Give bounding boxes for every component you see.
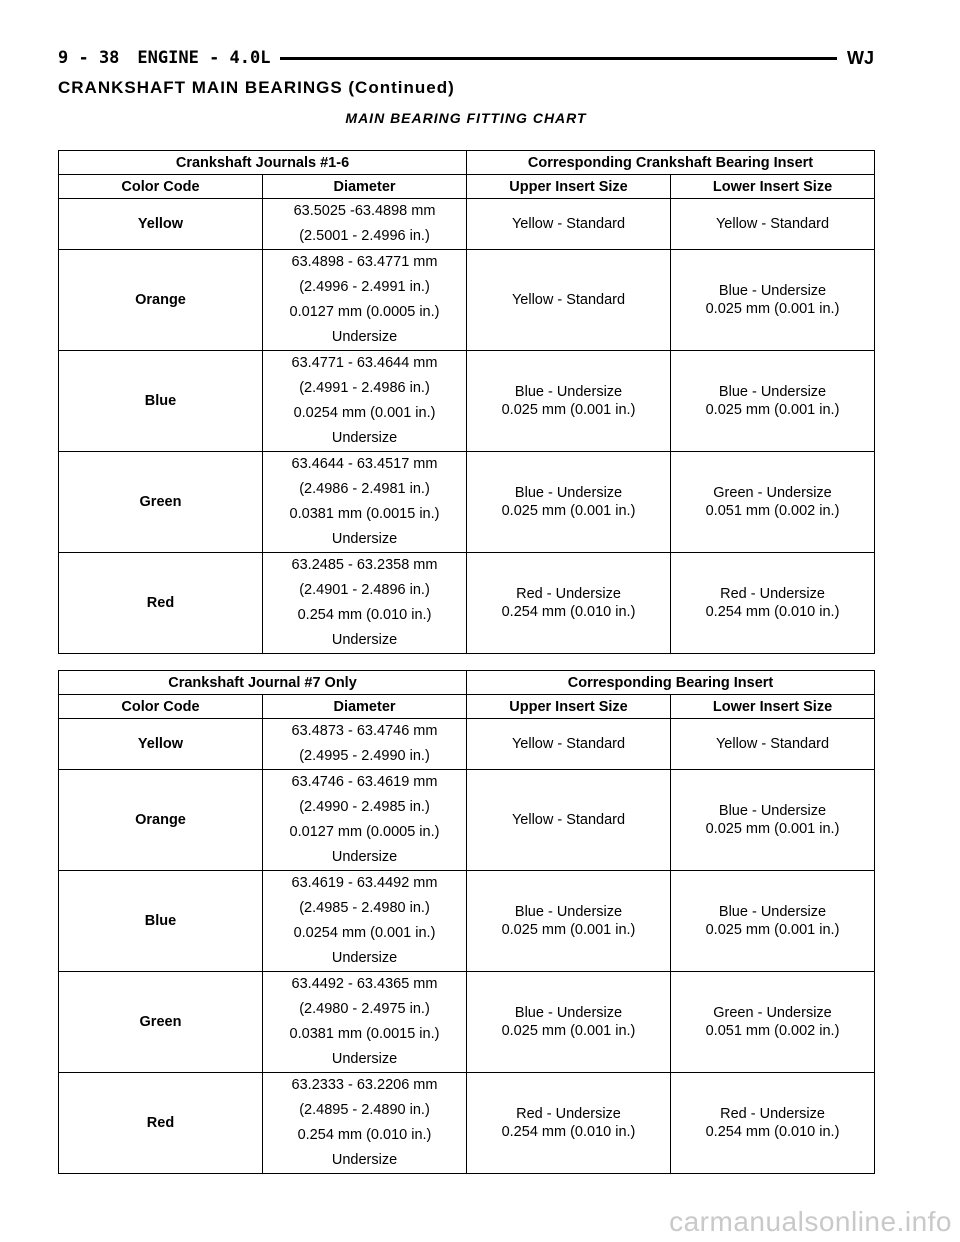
cell-line: 63.4898 - 63.4771 mm: [291, 254, 438, 270]
lower-insert-cell: [671, 719, 875, 770]
upper-insert-cell: [467, 250, 671, 351]
upper-insert-cell: [467, 553, 671, 654]
column-header-color-code: Color Code: [59, 695, 263, 719]
cell-line: Green - Undersize: [713, 1005, 832, 1021]
color-code-cell: Orange: [59, 250, 263, 351]
cell-line: 0.0127 mm (0.0005 in.): [289, 304, 440, 320]
header-rule: [280, 57, 837, 60]
cell-line: (2.4901 - 2.4896 in.): [299, 582, 430, 598]
cell-line: 0.254 mm (0.010 in.): [501, 604, 636, 620]
table-row: [59, 1073, 875, 1174]
cell-line: 0.254 mm (0.010 in.): [705, 1124, 840, 1140]
cell-line: 0.025 mm (0.001 in.): [501, 503, 636, 519]
table-row: [59, 770, 875, 871]
diameter-cell: [263, 871, 467, 972]
lower-insert-cell: [671, 972, 875, 1073]
table-row: [59, 871, 875, 972]
color-code-cell: Green: [59, 452, 263, 553]
cell-line: (2.4895 - 2.4890 in.): [299, 1102, 430, 1118]
cell-line: Blue - Undersize: [718, 283, 827, 299]
color-code-cell: Blue: [59, 871, 263, 972]
table-row: [59, 553, 875, 654]
cell-line: Undersize: [331, 1051, 398, 1067]
diameter-cell: [263, 553, 467, 654]
cell-line: 0.0381 mm (0.0015 in.): [289, 1026, 440, 1042]
lower-insert-cell: [671, 871, 875, 972]
upper-insert-cell: [467, 719, 671, 770]
cell-line: 0.025 mm (0.001 in.): [705, 922, 840, 938]
cell-line: Blue - Undersize: [718, 803, 827, 819]
cell-line: (2.4996 - 2.4991 in.): [299, 279, 430, 295]
cell-line: 0.051 mm (0.002 in.): [705, 503, 840, 519]
column-header-color-code: Color Code: [59, 175, 263, 199]
cell-line: 0.254 mm (0.010 in.): [705, 604, 840, 620]
cell-line: Blue - Undersize: [514, 485, 623, 501]
upper-insert-cell: [467, 351, 671, 452]
color-code-cell: Yellow: [59, 719, 263, 770]
column-header-lower-insert: Lower Insert Size: [671, 175, 875, 199]
cell-line: 0.254 mm (0.010 in.): [297, 1127, 432, 1143]
cell-line: Blue - Undersize: [514, 384, 623, 400]
color-code-cell: Yellow: [59, 199, 263, 250]
color-code-cell: Red: [59, 1073, 263, 1174]
cell-line: 63.4873 - 63.4746 mm: [291, 723, 438, 739]
diameter-cell: [263, 199, 467, 250]
cell-line: Yellow - Standard: [715, 216, 830, 232]
cell-line: (2.5001 - 2.4996 in.): [299, 228, 430, 244]
lower-insert-cell: [671, 452, 875, 553]
color-code-cell: Green: [59, 972, 263, 1073]
cell-line: 63.2333 - 63.2206 mm: [291, 1077, 438, 1093]
cell-line: 0.0254 mm (0.001 in.): [293, 925, 436, 941]
lower-insert-cell: [671, 351, 875, 452]
cell-line: Undersize: [331, 632, 398, 648]
column-header-upper-insert: Upper Insert Size: [467, 175, 671, 199]
group-header-journals: Crankshaft Journal #7 Only: [59, 671, 467, 695]
cell-line: 63.4492 - 63.4365 mm: [291, 976, 438, 992]
lower-insert-cell: [671, 199, 875, 250]
cell-line: 63.5025 -63.4898 mm: [293, 203, 436, 219]
upper-insert-cell: [467, 972, 671, 1073]
watermark: carmanualsonline.info: [669, 1206, 952, 1237]
cell-line: (2.4995 - 2.4990 in.): [299, 748, 430, 764]
cell-line: Undersize: [331, 531, 398, 547]
diameter-cell: [263, 1073, 467, 1174]
cell-line: Red - Undersize: [516, 1106, 621, 1122]
cell-line: Yellow - Standard: [511, 216, 626, 232]
table-row: [59, 351, 875, 452]
section-title: ENGINE - 4.0L: [137, 48, 271, 68]
cell-line: Blue - Undersize: [718, 904, 827, 920]
diameter-cell: [263, 719, 467, 770]
cell-line: Blue - Undersize: [514, 1005, 623, 1021]
column-header-upper-insert: Upper Insert Size: [467, 695, 671, 719]
cell-line: Red - Undersize: [516, 586, 621, 602]
bearing-table-journal-7: [58, 670, 875, 1174]
diameter-cell: [263, 351, 467, 452]
upper-insert-cell: [467, 871, 671, 972]
cell-line: 0.025 mm (0.001 in.): [705, 402, 840, 418]
column-header-diameter: Diameter: [263, 175, 467, 199]
cell-line: Red - Undersize: [720, 586, 825, 602]
cell-line: Blue - Undersize: [514, 904, 623, 920]
bearing-table-journals-1-6: [58, 150, 875, 654]
group-header-inserts: Corresponding Crankshaft Bearing Insert: [467, 151, 875, 175]
cell-line: Undersize: [331, 1152, 398, 1168]
cell-line: 0.254 mm (0.010 in.): [297, 607, 432, 623]
cell-line: Yellow - Standard: [511, 812, 626, 828]
color-code-cell: Red: [59, 553, 263, 654]
cell-line: Undersize: [331, 849, 398, 865]
upper-insert-cell: [467, 770, 671, 871]
cell-line: Undersize: [331, 430, 398, 446]
color-code-cell: Orange: [59, 770, 263, 871]
group-header-inserts: Corresponding Bearing Insert: [467, 671, 875, 695]
section-heading: CRANKSHAFT MAIN BEARINGS (Continued): [58, 78, 455, 97]
cell-line: Undersize: [331, 329, 398, 345]
diameter-cell: [263, 250, 467, 351]
cell-line: 0.0127 mm (0.0005 in.): [289, 824, 440, 840]
cell-line: Yellow - Standard: [511, 292, 626, 308]
cell-line: 0.025 mm (0.001 in.): [705, 821, 840, 837]
cell-line: (2.4990 - 2.4985 in.): [299, 799, 430, 815]
cell-line: Red - Undersize: [720, 1106, 825, 1122]
cell-line: Undersize: [331, 950, 398, 966]
upper-insert-cell: [467, 199, 671, 250]
cell-line: (2.4980 - 2.4975 in.): [299, 1001, 430, 1017]
chart-title: MAIN BEARING FITTING CHART: [345, 110, 587, 126]
lower-insert-cell: [671, 553, 875, 654]
table-row: [59, 452, 875, 553]
table-row: [59, 250, 875, 351]
cell-line: 0.025 mm (0.001 in.): [501, 1023, 636, 1039]
lower-insert-cell: [671, 1073, 875, 1174]
cell-line: 63.4746 - 63.4619 mm: [291, 774, 438, 790]
diameter-cell: [263, 452, 467, 553]
cell-line: (2.4986 - 2.4981 in.): [299, 481, 430, 497]
page-number: 9 - 38: [58, 48, 120, 68]
cell-line: 0.0254 mm (0.001 in.): [293, 405, 436, 421]
cell-line: (2.4985 - 2.4980 in.): [299, 900, 430, 916]
lower-insert-cell: [671, 770, 875, 871]
cell-line: 0.254 mm (0.010 in.): [501, 1124, 636, 1140]
page-header: [58, 47, 874, 69]
model-code: WJ: [847, 47, 874, 68]
cell-line: Yellow - Standard: [511, 736, 626, 752]
upper-insert-cell: [467, 452, 671, 553]
cell-line: (2.4991 - 2.4986 in.): [299, 380, 430, 396]
column-header-diameter: Diameter: [263, 695, 467, 719]
lower-insert-cell: [671, 250, 875, 351]
cell-line: 0.025 mm (0.001 in.): [501, 402, 636, 418]
column-header-lower-insert: Lower Insert Size: [671, 695, 875, 719]
diameter-cell: [263, 972, 467, 1073]
table-row: [59, 199, 875, 250]
cell-line: 63.4619 - 63.4492 mm: [291, 875, 438, 891]
cell-line: 63.4771 - 63.4644 mm: [291, 355, 438, 371]
diameter-cell: [263, 770, 467, 871]
cell-line: Green - Undersize: [713, 485, 832, 501]
upper-insert-cell: [467, 1073, 671, 1174]
cell-line: 63.4644 - 63.4517 mm: [291, 456, 438, 472]
color-code-cell: Blue: [59, 351, 263, 452]
cell-line: Yellow - Standard: [715, 736, 830, 752]
table-row: [59, 719, 875, 770]
table-row: [59, 972, 875, 1073]
cell-line: Blue - Undersize: [718, 384, 827, 400]
group-header-journals: Crankshaft Journals #1-6: [59, 151, 467, 175]
cell-line: 0.025 mm (0.001 in.): [705, 301, 840, 317]
cell-line: 0.0381 mm (0.0015 in.): [289, 506, 440, 522]
cell-line: 63.2485 - 63.2358 mm: [291, 557, 438, 573]
cell-line: 0.025 mm (0.001 in.): [501, 922, 636, 938]
cell-line: 0.051 mm (0.002 in.): [705, 1023, 840, 1039]
